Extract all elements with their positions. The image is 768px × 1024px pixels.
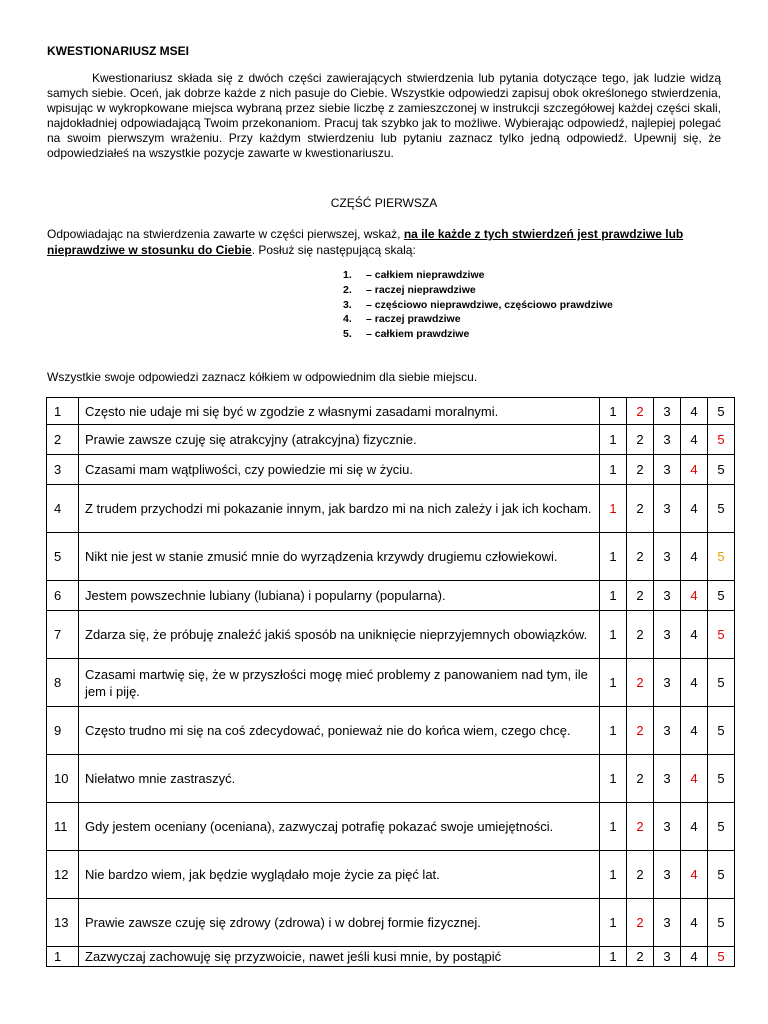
answer-option-3[interactable]: 3 (654, 398, 681, 425)
question-text: Często trudno mi się na coś zdecydować, ponieważ nie do końca wiem, czego chcę. (79, 707, 600, 755)
question-text: Często nie udaje mi się być w zgodzie z własnymi zasadami moralnymi. (79, 398, 600, 425)
question-row (47, 755, 735, 803)
scale-number: 1. (343, 269, 352, 281)
question-number: 1 (47, 398, 79, 425)
answer-option-5[interactable]: 5 (708, 485, 735, 533)
answer-option-2[interactable]: 2 (627, 755, 654, 803)
answer-option-1[interactable]: 1 (600, 851, 627, 899)
scale-label: – raczej prawdziwe (366, 313, 461, 326)
answer-option-3[interactable]: 3 (654, 755, 681, 803)
questionnaire-table (46, 397, 735, 967)
question-number: 10 (47, 755, 79, 803)
answer-option-4[interactable]: 4 (681, 659, 708, 707)
document-title: KWESTIONARIUSZ MSEI (47, 44, 190, 58)
answer-option-2[interactable]: 2 (627, 533, 654, 581)
question-number: 9 (47, 707, 79, 755)
answer-option-4[interactable]: 4 (681, 899, 708, 947)
scale-label: – częściowo nieprawdziwe, częściowo prawdziwe (366, 298, 613, 311)
answer-option-2[interactable]: 2 (627, 611, 654, 659)
answer-option-2[interactable]: 2 (627, 425, 654, 455)
question-number: 6 (47, 581, 79, 611)
question-text: Nie bardzo wiem, jak będzie wyglądało moje życie za pięć lat. (79, 851, 600, 899)
question-text: Niełatwo mnie zastraszyć. (79, 755, 600, 803)
answer-option-1[interactable]: 1 (600, 611, 627, 659)
answer-option-3[interactable]: 3 (654, 425, 681, 455)
question-number: 2 (47, 425, 79, 455)
answer-option-5-selected[interactable]: 5 (708, 611, 735, 659)
answer-option-2[interactable]: 2 (627, 851, 654, 899)
question-text: Prawie zawsze czuję się atrakcyjny (atrakcyjna) fizycznie. (79, 425, 600, 455)
answer-option-5[interactable]: 5 (708, 851, 735, 899)
answer-option-5[interactable]: 5 (708, 755, 735, 803)
scale-number: 5. (343, 328, 352, 341)
question-row (47, 425, 735, 455)
scale-item (343, 283, 613, 298)
answer-option-2-selected[interactable]: 2 (627, 803, 654, 851)
answer-option-5[interactable]: 5 (708, 398, 735, 425)
question-row (47, 455, 735, 485)
scale-label: – całkiem prawdziwe (366, 328, 470, 341)
answer-option-4[interactable]: 4 (681, 533, 708, 581)
answer-option-1[interactable]: 1 (600, 947, 627, 967)
answer-option-4[interactable]: 4 (681, 398, 708, 425)
question-text: Czasami mam wątpliwości, czy powiedzie mi się w życiu. (79, 455, 600, 485)
answer-option-1[interactable]: 1 (600, 899, 627, 947)
answer-option-4[interactable]: 4 (681, 485, 708, 533)
answer-option-3[interactable]: 3 (654, 659, 681, 707)
question-row (47, 707, 735, 755)
answer-option-5[interactable]: 5 (708, 899, 735, 947)
answer-option-2-selected[interactable]: 2 (627, 659, 654, 707)
answer-option-4[interactable]: 4 (681, 947, 708, 967)
answer-option-3[interactable]: 3 (654, 803, 681, 851)
answer-option-2[interactable]: 2 (627, 455, 654, 485)
answer-option-5-selected[interactable]: 5 (708, 425, 735, 455)
scale-item (343, 312, 613, 327)
answer-option-3[interactable]: 3 (654, 581, 681, 611)
answer-option-4-selected[interactable]: 4 (681, 851, 708, 899)
answer-option-5[interactable]: 5 (708, 581, 735, 611)
question-text: Czasami martwię się, że w przyszłości mogę mieć problemy z panowaniem nad tym, ile jem i piję. (79, 659, 600, 707)
question-row (47, 947, 735, 967)
scale-list (343, 268, 613, 342)
answer-option-1[interactable]: 1 (600, 755, 627, 803)
scale-number: 3. (343, 298, 352, 311)
answer-option-4-selected[interactable]: 4 (681, 581, 708, 611)
answer-option-3[interactable]: 3 (654, 455, 681, 485)
question-row (47, 581, 735, 611)
scale-number: 4. (343, 313, 352, 326)
answer-option-5-selected[interactable]: 5 (708, 947, 735, 967)
answer-option-4[interactable]: 4 (681, 425, 708, 455)
answer-option-2[interactable]: 2 (627, 485, 654, 533)
instruction-after: . Posłuż się następującą skalą: (251, 243, 416, 257)
scale-item (343, 327, 613, 342)
question-row (47, 851, 735, 899)
answer-option-4[interactable]: 4 (681, 611, 708, 659)
question-number: 1 (47, 947, 79, 967)
answer-option-3[interactable]: 3 (654, 485, 681, 533)
answer-option-3[interactable]: 3 (654, 947, 681, 967)
answer-option-1[interactable]: 1 (600, 398, 627, 425)
question-text: Jestem powszechnie lubiany (lubiana) i popularny (popularna). (79, 581, 600, 611)
answer-option-3[interactable]: 3 (654, 533, 681, 581)
question-text: Zazwyczaj zachowuję się przyzwoicie, nawet jeśli kusi mnie, by postąpić (79, 947, 600, 967)
answer-option-3[interactable]: 3 (654, 851, 681, 899)
question-number: 3 (47, 455, 79, 485)
question-row (47, 659, 735, 707)
answer-option-1[interactable]: 1 (600, 803, 627, 851)
answer-option-5[interactable]: 5 (708, 659, 735, 707)
answer-option-2[interactable]: 2 (627, 581, 654, 611)
question-row (47, 533, 735, 581)
scale-label: – raczej nieprawdziwe (366, 283, 476, 296)
question-row (47, 803, 735, 851)
question-text: Nikt nie jest w stanie zmusić mnie do wyrządzenia krzywdy drugiemu człowiekowi. (79, 533, 600, 581)
answer-option-1-selected[interactable]: 1 (600, 485, 627, 533)
answer-option-5-selected[interactable]: 5 (708, 533, 735, 581)
answer-option-1[interactable]: 1 (600, 425, 627, 455)
question-number: 12 (47, 851, 79, 899)
answer-option-5[interactable]: 5 (708, 803, 735, 851)
answer-option-2-selected[interactable]: 2 (627, 899, 654, 947)
intro-paragraph: Kwestionariusz składa się z dwóch części zawierających stwierdzenia lub pytania dotyczące tego, jak ludzie widzą samych siebie. Oceń, jak dobrze każde z nich pasuje do Ciebie. Wszystkie odpowiedzi zapisuj obok określonego stwierdzenia, wpisując w wykropkowane miejsca wybraną przez siebie liczbę z zamieszczonej w instrukcji szczegółowej każdej części skali, najdokładniej odpowiadającą Twoim przekonaniom. Pracuj tak szybko jak to możliwe. Wybierając odpowiedź, najlepiej polegać na swoim pierwszym wrażeniu. Przy każdym stwierdzeniu lub pytaniu zaznacz tylko jedną odpowiedź. Upewnij się, że odpowiedziałeś na wszystkie pozycje zawarte w kwestionariuszu. (47, 71, 721, 160)
question-number: 7 (47, 611, 79, 659)
question-number: 13 (47, 899, 79, 947)
question-row (47, 611, 735, 659)
question-row (47, 899, 735, 947)
answer-option-2-selected[interactable]: 2 (627, 398, 654, 425)
answer-option-3[interactable]: 3 (654, 899, 681, 947)
answer-option-1[interactable]: 1 (600, 581, 627, 611)
question-row (47, 398, 735, 425)
question-text: Z trudem przychodzi mi pokazanie innym, jak bardzo mi na nich zależy i jak ich kocham. (79, 485, 600, 533)
scale-item (343, 268, 613, 283)
answer-option-4-selected[interactable]: 4 (681, 455, 708, 485)
question-number: 4 (47, 485, 79, 533)
answer-option-5[interactable]: 5 (708, 707, 735, 755)
answer-option-3[interactable]: 3 (654, 707, 681, 755)
answer-option-1[interactable]: 1 (600, 659, 627, 707)
answer-option-1[interactable]: 1 (600, 455, 627, 485)
instruction-paragraph (47, 226, 721, 258)
scale-label: – całkiem nieprawdziwe (366, 269, 485, 281)
scale-item (343, 298, 613, 313)
instruction-note: Wszystkie swoje odpowiedzi zaznacz kółkiem w odpowiednim dla siebie miejscu. (47, 370, 478, 384)
answer-option-1[interactable]: 1 (600, 533, 627, 581)
scale-number: 2. (343, 283, 352, 296)
answer-option-1[interactable]: 1 (600, 707, 627, 755)
answer-option-4[interactable]: 4 (681, 707, 708, 755)
question-number: 11 (47, 803, 79, 851)
question-number: 8 (47, 659, 79, 707)
question-row (47, 485, 735, 533)
answer-option-5[interactable]: 5 (708, 455, 735, 485)
question-text: Zdarza się, że próbuję znaleźć jakiś sposób na uniknięcie nieprzyjemnych obowiązków. (79, 611, 600, 659)
answer-option-4[interactable]: 4 (681, 803, 708, 851)
answer-option-2-selected[interactable]: 2 (627, 707, 654, 755)
question-number: 5 (47, 533, 79, 581)
instruction-before: Odpowiadając na stwierdzenia zawarte w części pierwszej, wskaż, (47, 227, 404, 241)
answer-option-3[interactable]: 3 (654, 611, 681, 659)
answer-option-4-selected[interactable]: 4 (681, 755, 708, 803)
question-text: Prawie zawsze czuję się zdrowy (zdrowa) i w dobrej formie fizycznej. (79, 899, 600, 947)
question-text: Gdy jestem oceniany (oceniana), zazwyczaj potrafię pokazać swoje umiejętności. (79, 803, 600, 851)
instruction-emphasis: na ile każde z tych stwierdzeń jest prawdziwe lub nieprawdziwe w stosunku do Ciebie (47, 227, 684, 257)
answer-option-2[interactable]: 2 (627, 947, 654, 967)
part-title: CZĘŚĆ PIERWSZA (330, 196, 438, 210)
